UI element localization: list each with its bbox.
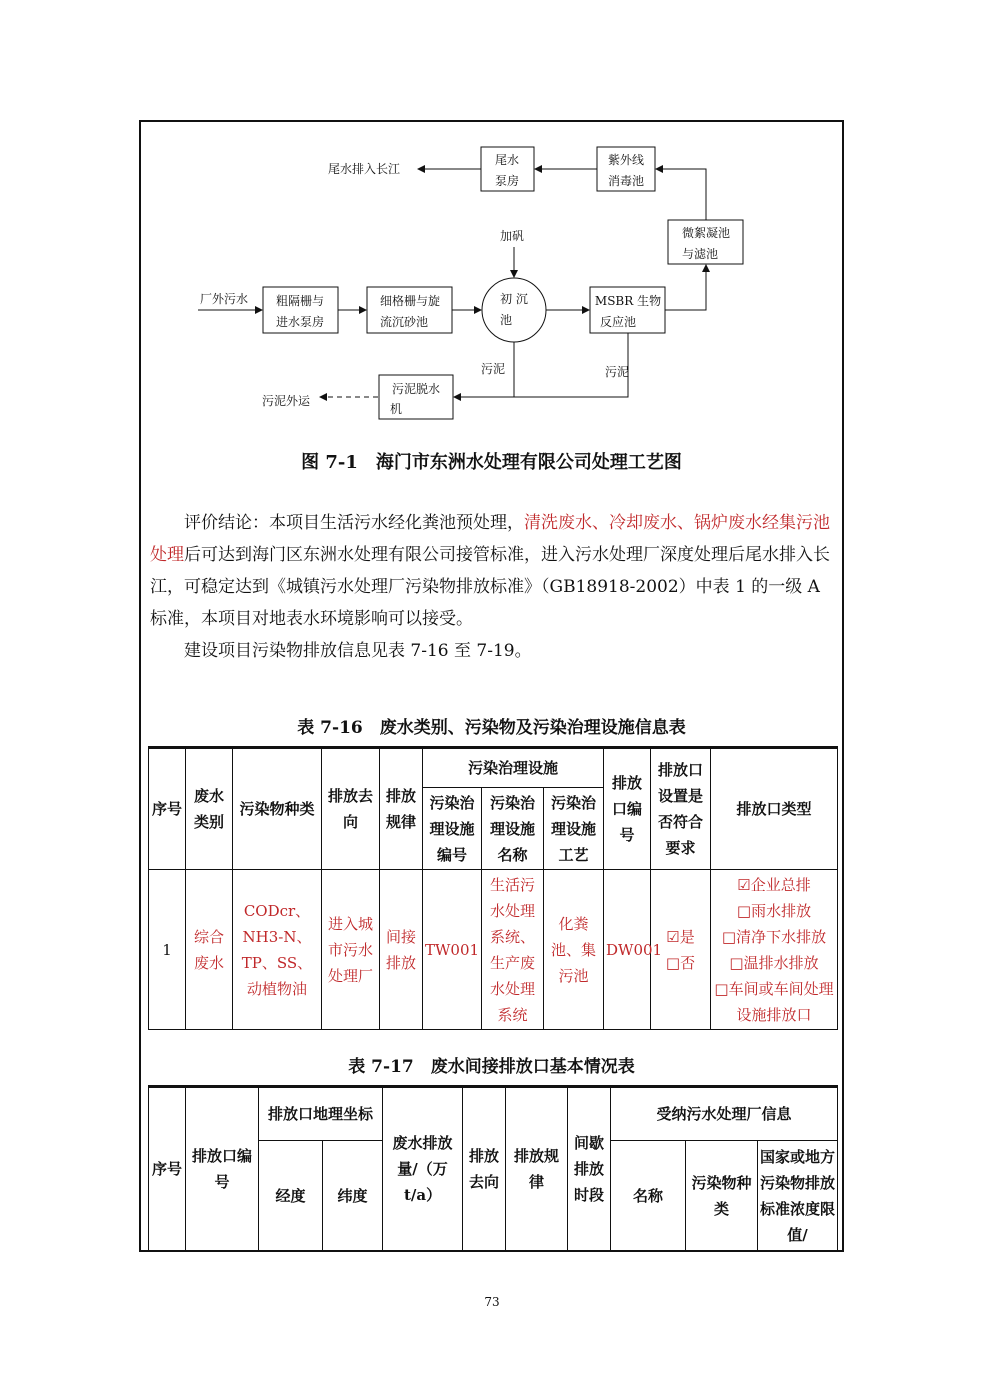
t17-h-geo: 排放口地理坐标: [259, 1087, 383, 1141]
t17-h-outlet-code: 排放口编号: [186, 1087, 259, 1251]
t17-h-standard: 国家或地方污染物排放标准浓度限值/: [758, 1141, 838, 1251]
fine-label-2: 流沉砂池: [379, 315, 429, 329]
table16: [148, 746, 838, 1030]
t16-pollutant-nh3n: NH3-N、: [242, 927, 312, 946]
conclusion-part-a: 评价结论：本项目生活污水经化粪池预处理，: [184, 513, 524, 533]
sludge-out-label: 污泥外运: [262, 394, 311, 408]
figure-caption: 图 7-1 海门市东洲水处理有限公司处理工艺图: [301, 452, 682, 473]
conclusion-part-b: 后可达到海门区东洲水处理有限公司接管标准，进入污水处理厂深度处理后尾水排入长江，可稳定达到《城镇污水处理厂污染物排放标准》（GB18918-2002）中表 1 的一级 A 标准，本项目对地表水环境影响可以接受。: [150, 545, 830, 629]
page-number: 73: [484, 1295, 500, 1309]
sludge-label-b: 污泥: [605, 365, 630, 379]
t16-type-option: □雨水排放: [736, 901, 812, 920]
t16-h-type: 废水类别: [186, 748, 233, 870]
floc-label: 微絮凝池: [681, 226, 731, 240]
floc-label-2: 与滤池: [681, 247, 719, 261]
t17-h-plant-info: 受纳污水处理厂信息: [611, 1087, 838, 1141]
t16-destination: 进入城市污水处理厂: [322, 870, 380, 1030]
t16-type: 综合废水: [186, 870, 233, 1030]
t16-seq: 1: [149, 870, 186, 1030]
conclusion-highlight: 清洗废水、冷却废水、锅炉废水经集污池处理: [150, 513, 830, 565]
t16-outlet-types: [711, 870, 838, 1030]
t16-outlet-code: DW001: [604, 870, 651, 1030]
t17-h-pollutant: 污染物种类: [686, 1141, 758, 1251]
t16-h-facility-name: 污染治理设施名称: [482, 788, 544, 870]
coarse-label: 粗隔栅与: [275, 294, 325, 308]
uv-label-2: 消毒池: [607, 174, 645, 188]
table-row: [149, 870, 838, 1030]
inflow-label: 厂外污水: [200, 292, 249, 306]
tail-pump-label: 尾水: [494, 153, 520, 167]
msbr-label: MSBR 生物: [594, 294, 662, 308]
msbr-label-2: 反应池: [599, 315, 637, 329]
t16-h-facility-code: 污染治理设施编号: [423, 788, 482, 870]
t16-h-outlet-type: 排放口类型: [711, 748, 838, 870]
t16-type-option: □清净下水排放: [721, 927, 827, 946]
coarse-label-2: 进水泵房: [275, 315, 325, 329]
table17-caption: 表 7-17 废水间接排放口基本情况表: [348, 1057, 635, 1077]
conclusion-text: [150, 507, 840, 667]
t16-compliant-no: □否: [665, 953, 696, 972]
t16-h-facility-group: 污染治理设施: [423, 748, 604, 788]
t17-h-lat: 纬度: [323, 1141, 383, 1251]
reference-paragraph: 建设项目污染物排放信息见表 7-16 至 7-19。: [184, 641, 532, 661]
t16-type-option: □温排水排放: [729, 953, 819, 972]
t17-h-lon: 经度: [259, 1141, 323, 1251]
t16-h-seq: 序号: [149, 748, 186, 870]
table16-caption: 表 7-16 废水类别、污染物及污染治理设施信息表: [297, 718, 686, 738]
t16-h-rule: 排放规律: [380, 748, 423, 870]
primary-label: 初 沉: [500, 292, 528, 306]
t16-type-option: ☑企业总排: [737, 875, 811, 894]
fine-label: 细格栅与旋: [379, 294, 441, 308]
t17-h-volume: 废水排放量/（万t/a）: [383, 1087, 463, 1251]
t16-h-outlet-compliant: 排放口设置是否符合要求: [651, 748, 711, 870]
t16-h-destination: 排放去向: [322, 748, 380, 870]
t17-h-seq: 序号: [149, 1087, 186, 1251]
primary-label-2: 池: [499, 313, 513, 327]
table17: [148, 1085, 838, 1251]
t17-h-destination: 排放去向: [463, 1087, 506, 1251]
t16-pollutants: [233, 870, 322, 1030]
t16-h-pollutants: 污染物种类: [233, 748, 322, 870]
t17-h-name: 名称: [611, 1141, 686, 1251]
t16-facility-name: 生活污水处理系统、生产废水处理系统: [482, 870, 544, 1030]
t16-pollutant-cod: CODcr、: [243, 901, 311, 920]
t16-facility-process: 化粪池、集污池: [544, 870, 604, 1030]
dewater-label-2: 机: [389, 402, 403, 416]
t16-pollutant-others: TP、SS、动植物油: [241, 953, 313, 998]
t16-facility-code: TW001: [423, 870, 482, 1030]
primary-tank-circle: [482, 278, 546, 342]
t16-h-outlet-code: 排放口编号: [604, 748, 651, 870]
dewater-label: 污泥脱水: [391, 382, 441, 396]
sludge-label-a: 污泥: [481, 362, 506, 376]
t16-rule: 间接排放: [380, 870, 423, 1030]
t17-h-intermittent: 间歇排放时段: [568, 1087, 611, 1251]
outflow-label: 尾水排入长江: [328, 162, 401, 176]
t16-type-option: □车间或车间处理设施排放口: [714, 979, 834, 1024]
t17-h-rule: 排放规律: [506, 1087, 568, 1251]
process-flow-diagram: [0, 0, 984, 440]
uv-label: 紫外线: [607, 153, 645, 167]
t16-h-facility-process: 污染治理设施工艺: [544, 788, 604, 870]
tail-pump-label-2: 泵房: [494, 174, 520, 188]
conclusion-paragraph: [150, 507, 840, 635]
alum-label: 加矾: [500, 229, 525, 243]
t16-compliant-yes: ☑是: [666, 927, 695, 946]
